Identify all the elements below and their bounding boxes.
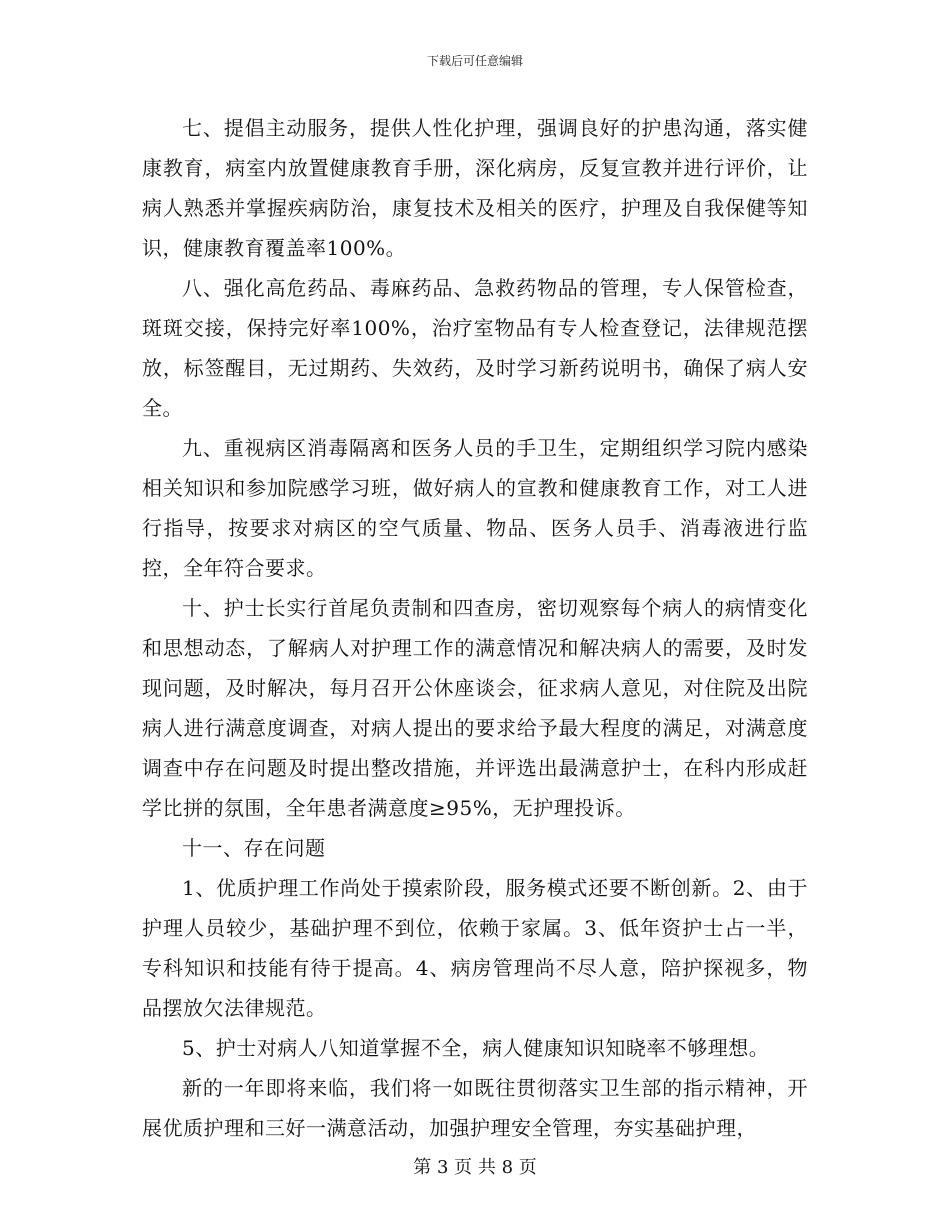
- paragraph-item-9: 九、重视病区消毒隔离和医务人员的手卫生，定期组织学习院内感染相关知识和参加院感学习班，做好病人的宣教和健康教育工作，对工人进行指导，按要求对病区的空气质量、物品、医务人员手、消毒液进行监控，全年符合要求。: [142, 436, 808, 580]
- page-number-footer: 第 3 页 共 8 页: [413, 1157, 537, 1178]
- paragraph-issue-5: 5、护士对病人八知道掌握不全，病人健康知识知晓率不够理想。: [182, 1036, 770, 1060]
- document-body: [142, 108, 808, 1148]
- paragraph-issues-list: 1、优质护理工作尚处于摸索阶段，服务模式还要不断创新。2、由于护理人员较少，基础护理不到位，依赖于家属。3、低年资护士占一半，专科知识和技能有待于提高。4、病房管理尚不尽人意，陪护探视多，物品摆放欠法律规范。: [142, 876, 808, 1020]
- page-header-note: 下载后可任意编辑: [426, 54, 523, 68]
- paragraph-item-10: 十、护士长实行首尾负责制和四查房，密切观察每个病人的病情变化和思想动态，了解病人对护理工作的满意情况和解决病人的需要，及时发现问题，及时解决，每月召开公休座谈会，征求病人意见，对住院及出院病人进行满意度调查，对病人提出的要求给予最大程度的满足，对满意度调查中存在问题及时提出整改措施，并评选出最满意护士，在科内形成赶学比拼的氛围，全年患者满意度≥95%，无护理投诉。: [142, 596, 808, 820]
- paragraph-outlook: 新的一年即将来临，我们将一如既往贯彻落实卫生部的指示精神，开展优质护理和三好一满意活动，加强护理安全管理，夯实基础护理，: [142, 1076, 808, 1140]
- section-heading-issues: 十一、存在问题: [182, 836, 326, 860]
- paragraph-item-8: 八、强化高危药品、毒麻药品、急救药物品的管理，专人保管检查，斑斑交接，保持完好率100%，治疗室物品有专人检查登记，法律规范摆放，标签醒目，无过期药、失效药，及时学习新药说明书，确保了病人安全。: [142, 276, 808, 420]
- paragraph-item-7: 七、提倡主动服务，提供人性化护理，强调良好的护患沟通，落实健康教育，病室内放置健康教育手册，深化病房，反复宣教并进行评价，让病人熟悉并掌握疾病防治，康复技术及相关的医疗，护理及自我保健等知识，健康教育覆盖率100%。: [142, 116, 808, 260]
